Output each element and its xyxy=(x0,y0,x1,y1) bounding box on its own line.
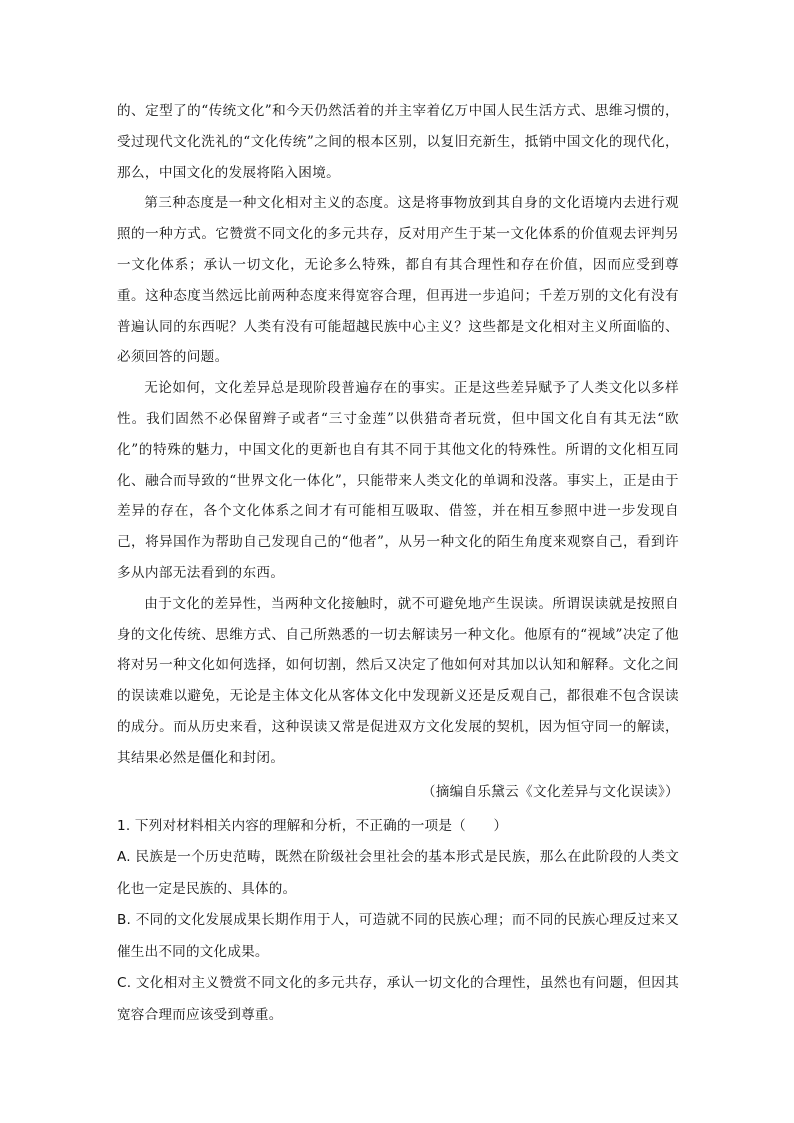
question-block xyxy=(117,811,679,1032)
question-1-stem: 1. 下列对材料相关内容的理解和分析，不正确的一项是（ ） xyxy=(117,817,508,834)
passage-paragraph-1: 的、定型了的“传统文化”和今天仍然活着的并主宰着亿万中国人民生活方式、思维习惯的，受过现代文化洗礼的“文化传统”之间的根本区别，以复旧充新生，抵销中国文化的现代化，那么，中国文化的发展将陷入困境。 xyxy=(117,103,679,181)
passage-paragraph-4: 由于文化的差异性，当两种文化接触时，就不可避免地产生误读。所谓误读就是按照自身的文化传统、思维方式、自己所熟悉的一切去解读另一种文化。他原有的“视域”决定了他将对另一种文化如何选择，如何切割，然后又决定了他如何对其加以认知和解释。文化之间的误读难以避免，无论是主体文化从客体文化中发现新义还是反观自己，都很难不包含误读的成分。而从历史来看，这种误读又常是促进双方文化发展的契机，因为恒守同一的解读，其结果必然是僵化和封闭。 xyxy=(117,595,679,766)
passage-source: （摘编自乐黛云《文化差异与文化误读》） xyxy=(421,783,679,800)
question-1-option-b: B. 不同的文化发展成果长期作用于人，可造就不同的民族心理；而不同的民族心理反过来又催生出不同的文化成果。 xyxy=(117,912,679,960)
passage-paragraph-2: 第三种态度是一种文化相对主义的态度。这是将事物放到其自身的文化语境内去进行观照的一种方式。它赞赏不同文化的多元共存，反对用产生于某一文化体系的价值观去评判另一文化体系；承认一切文化，无论多么特殊，都自有其合理性和存在价值，因而应受到尊重。这种态度当然远比前两种态度来得宽容合理，但再进一步追问；千差万别的文化有没有普遍认同的东西呢？人类有没有可能超越民族中心主义？这些都是文化相对主义所面临的、必须回答的问题。 xyxy=(117,195,679,366)
reading-passage xyxy=(117,96,679,807)
passage-paragraph-3: 无论如何，文化差异总是现阶段普遍存在的事实。正是这些差异赋予了人类文化以多样性。我们固然不必保留辫子或者“三寸金莲”以供猎奇者玩赏，但中国文化自有其无法“欧化”的特殊的魅力，中国文化的更新也自有其不同于其他文化的特殊性。所谓的文化相互同化、融合而导致的“世界文化一体化”，只能带来人类文化的单调和没落。事实上，正是由于差异的存在，各个文化体系之间才有可能相互吸取、借签，并在相互参照中进一步发现自己，将异国作为帮助自己发现自己的“他者”，从另一种文化的陌生角度来观察自己，看到许多从内部无法看到的东西。 xyxy=(117,380,679,581)
question-1-option-c: C. 文化相对主义赞赏不同文化的多元共存，承认一切文化的合理性，虽然也有问题，但因其宽容合理而应该受到尊重。 xyxy=(117,975,679,1023)
question-1-option-a: A. 民族是一个历史范畴，既然在阶级社会里社会的基本形式是民族，那么在此阶段的人类文化也一定是民族的、具体的。 xyxy=(117,849,679,897)
document-page xyxy=(117,96,679,1031)
